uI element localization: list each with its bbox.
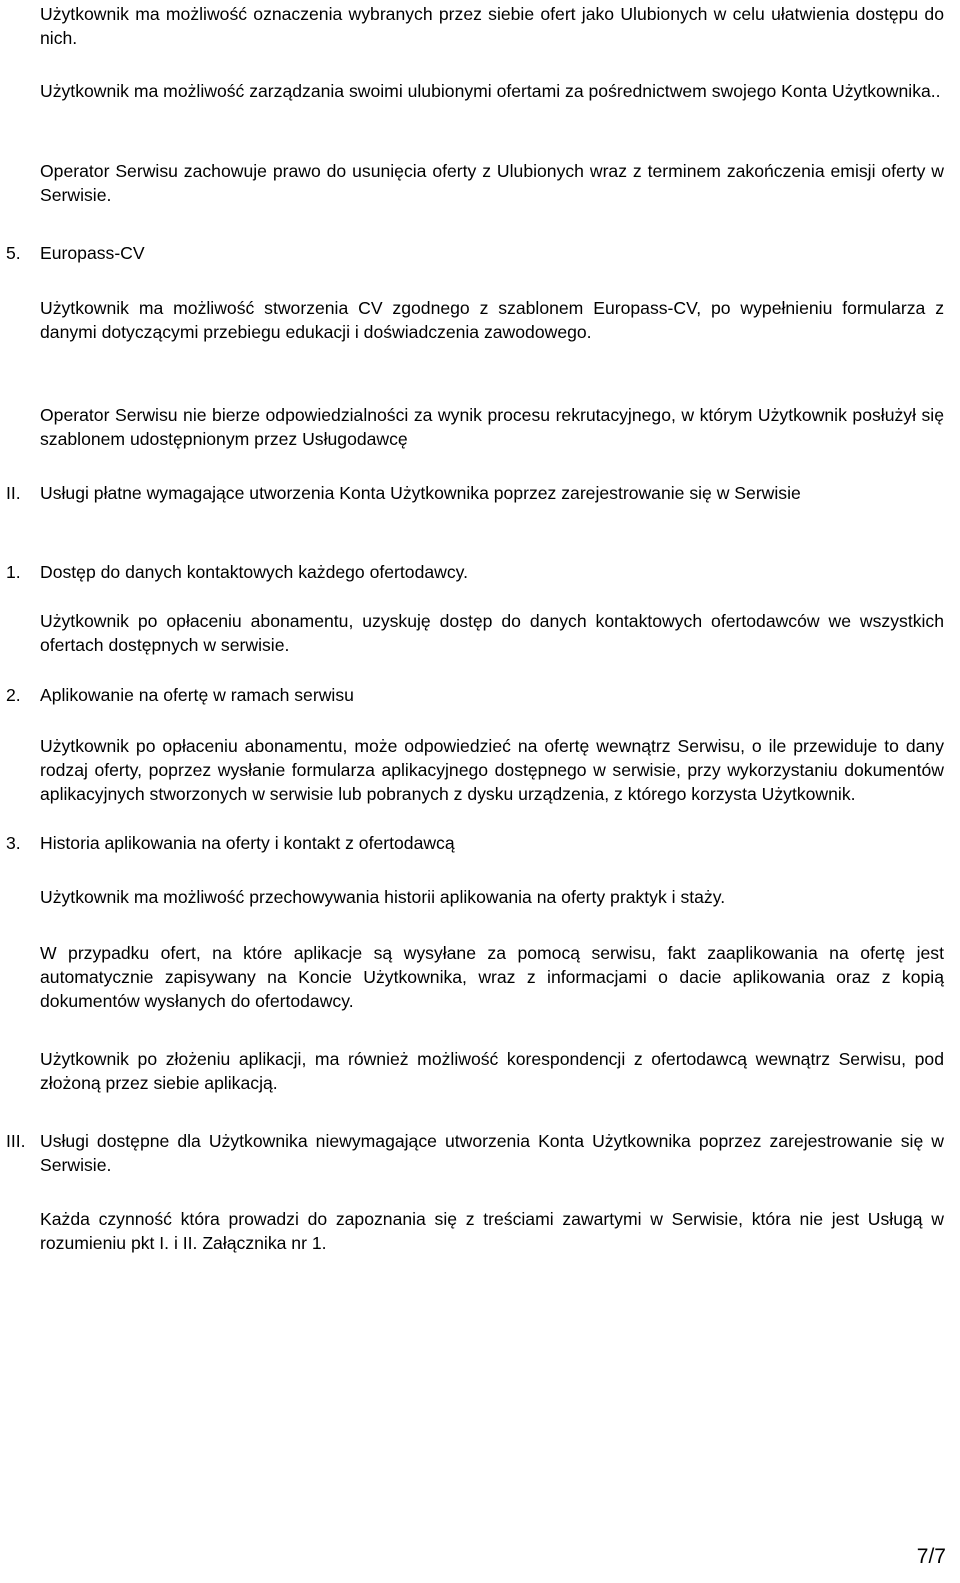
section-number: 5. (6, 243, 21, 263)
page-number: 7/7 (916, 1545, 946, 1568)
section-heading-application-history (6, 831, 944, 855)
paragraph-europass-creation: Użytkownik ma możliwość stworzenia CV zgodnego z szablonem Europass-CV, po wypełnieniu formularza z danymi dotyczącymi przebiegu edukacji i doświadczenia zawodowego. (40, 298, 944, 342)
section-title: Usługi dostępne dla Użytkownika niewymagające utworzenia Konta Użytkownika poprzez zarejestrowanie się w Serwisie. (40, 1131, 944, 1175)
section-title: Dostęp do danych kontaktowych każdego ofertodawcy. (40, 562, 469, 582)
paragraph-correspondence: Użytkownik po złożeniu aplikacji, ma również możliwość korespondencji z ofertodawcą wewnątrz Serwisu, pod złożoną przez siebie aplikacją. (40, 1049, 944, 1093)
section-title: Europass-CV (40, 243, 145, 263)
section-number: 2. (6, 685, 21, 705)
section-number: 1. (6, 562, 21, 582)
paragraph-contact-access: Użytkownik po opłaceniu abonamentu, uzyskuję dostęp do danych kontaktowych ofertodawców we wszystkich ofertach dostępnych w serwisie. (40, 611, 944, 655)
paragraph-favorites-marking: Użytkownik ma możliwość oznaczenia wybranych przez siebie ofert jako Ulubionych w celu ułatwienia dostępu do nich. (40, 4, 944, 48)
section-title: Usługi płatne wymagające utworzenia Konta Użytkownika poprzez zarejestrowanie się w Serwisie (40, 483, 801, 503)
paragraph-europass-liability: Operator Serwisu nie bierze odpowiedzialności za wynik procesu rekrutacyjnego, w którym Użytkownik posłużył się szablonem udostępnionym przez Usługodawcę (40, 405, 944, 449)
section-title: Historia aplikowania na oferty i kontakt z ofertodawcą (40, 833, 455, 853)
section-number: 3. (6, 833, 21, 853)
section-heading-contact-access (6, 560, 944, 584)
section-heading-paid-services (6, 481, 944, 505)
paragraph-history-recording: W przypadku ofert, na które aplikacje są wysyłane za pomocą serwisu, fakt zaaplikowania na ofertę jest automatycznie zapisywany na Koncie Użytkownika, wraz z informacjami o dacie aplikowania oraz z kopią dokumentów wysłanych do ofertodawcy. (40, 943, 944, 1011)
section-title: Aplikowanie na ofertę w ramach serwisu (40, 685, 354, 705)
section-heading-europass (6, 241, 944, 265)
paragraph-free-services: Każda czynność która prowadzi do zapoznania się z treściami zawartymi w Serwisie, która nie jest Usługą w rozumieniu pkt I. i II. Załącznika nr 1. (40, 1209, 944, 1253)
paragraph-favorites-management: Użytkownik ma możliwość zarządzania swoimi ulubionymi ofertami za pośrednictwem swojego Konta Użytkownika.. (40, 81, 941, 101)
section-number: III. (6, 1131, 26, 1151)
section-number: II. (6, 483, 21, 503)
paragraph-applying: Użytkownik po opłaceniu abonamentu, może odpowiedzieć na ofertę wewnątrz Serwisu, o ile przewiduje to dany rodzaj oferty, poprzez wysłanie formularza aplikacyjnego dostępnego w serwisie, przy wykorzystaniu dokumentów aplikacyjnych stworzonych w serwisie lub pobranych z dysku urządzenia, z którego korzysta Użytkownik. (40, 736, 944, 804)
paragraph-favorites-removal: Operator Serwisu zachowuje prawo do usunięcia oferty z Ulubionych wraz z terminem zakończenia emisji oferty w Serwisie. (40, 161, 944, 205)
paragraph-history-storage: Użytkownik ma możliwość przechowywania historii aplikowania na oferty praktyk i staży. (40, 887, 726, 907)
section-heading-applying (6, 683, 944, 707)
section-heading-free-services (6, 1129, 944, 1177)
